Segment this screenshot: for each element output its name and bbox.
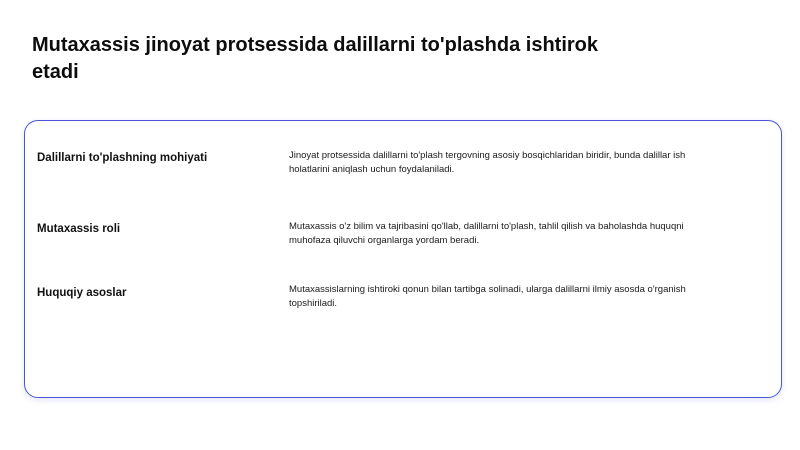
row-label: Huquqiy asoslar	[37, 287, 127, 299]
slide-title: Mutaxassis jinoyat protsessida dalillarni to'plashda ishtirok etadi	[32, 34, 599, 83]
row-description: Mutaxassis o'z bilim va tajribasini qo'llab, dalillarni to'plash, tahlil qilish va baholashda huquqni muhofaza qiluvchi organlarga yordam beradi.	[289, 221, 684, 246]
content-panel	[24, 120, 782, 398]
row-label: Mutaxassis roli	[37, 223, 121, 235]
row-label: Dalillarni to'plashning mohiyati	[37, 152, 208, 164]
row-description: Mutaxassislarning ishtiroki qonun bilan tartibga solinadi, ularga dalillarni ilmiy asosda o'rganish topshiriladi.	[289, 284, 686, 309]
row-description: Jinoyat protsessida dalillarni to'plash tergovning asosiy bosqichlaridan biridir, bunda dalillar ish holatlarini aniqlash uchun foydalaniladi.	[289, 150, 686, 175]
